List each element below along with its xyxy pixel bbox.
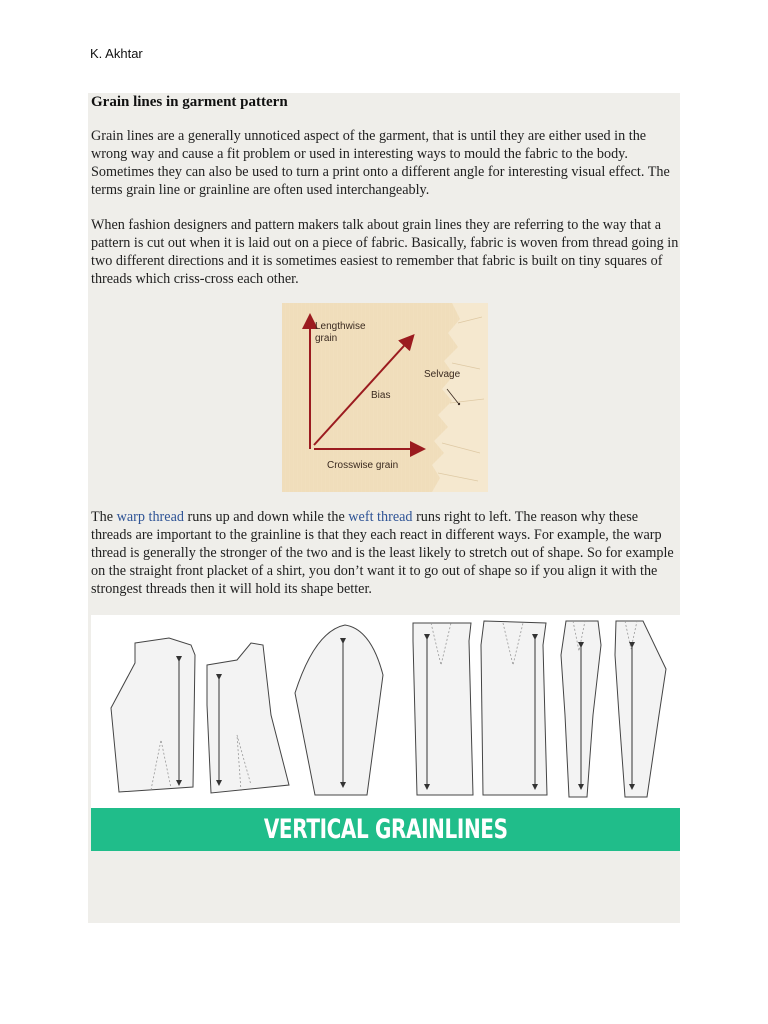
crosswise-label: Crosswise grain (327, 460, 399, 471)
vertical-grainlines-banner (91, 808, 680, 851)
pattern-skirt-front (413, 623, 473, 795)
paragraph-intro: Grain lines are a generally unnoticed aspect of the garment, that is until they are either used in the wrong way and cause a fit problem or used in interesting ways to mould the fabric to the body. Sometimes they can also be used to turn a print onto a different angle for interesting visual effect. The terms grain line or grainline are often used interchangeably. (91, 128, 670, 198)
fabric-grain-diagram (282, 303, 488, 492)
pattern-trouser-back (615, 621, 666, 797)
pattern-skirt-back (481, 621, 547, 795)
paragraph-grain-definition: When fashion designers and pattern makers talk about grain lines they are referring to the way that a pattern is cut out when it is laid out on a piece of fabric. Basically, fabric is woven from thread going in two different directions and it is sometimes easiest to remember that fabric is built on tiny squares of threads which criss-cross each other. (91, 217, 679, 287)
lengthwise-label-line1: Lengthwise (315, 321, 366, 332)
paragraph-warp-weft: The warp thread runs up and down while the weft thread runs right to left. The reason why these threads are important to the grainline is that they each react in different ways. For example, the warp thread is generally the stronger of the two and is the least likely to stretch out of shape. So for example on the straight front placket of a shirt, you don’t want it to go out of shape so if you align it with the strongest threads then it will hold its shape better. (91, 509, 674, 597)
bias-label: Bias (371, 390, 391, 401)
author-name: K. Akhtar (90, 46, 143, 61)
pattern-sleeve (295, 625, 383, 795)
banner-text: VERTICAL GRAINLINES (263, 814, 508, 845)
weft-thread-link[interactable]: weft thread (348, 509, 413, 525)
selvage-label: Selvage (424, 369, 461, 380)
warp-thread-link[interactable]: warp thread (116, 509, 184, 525)
pattern-pieces-illustration (91, 615, 680, 808)
lengthwise-label-line2: grain (315, 333, 338, 344)
pattern-bodice-back (111, 638, 195, 792)
article-title: Grain lines in garment pattern (91, 94, 288, 110)
